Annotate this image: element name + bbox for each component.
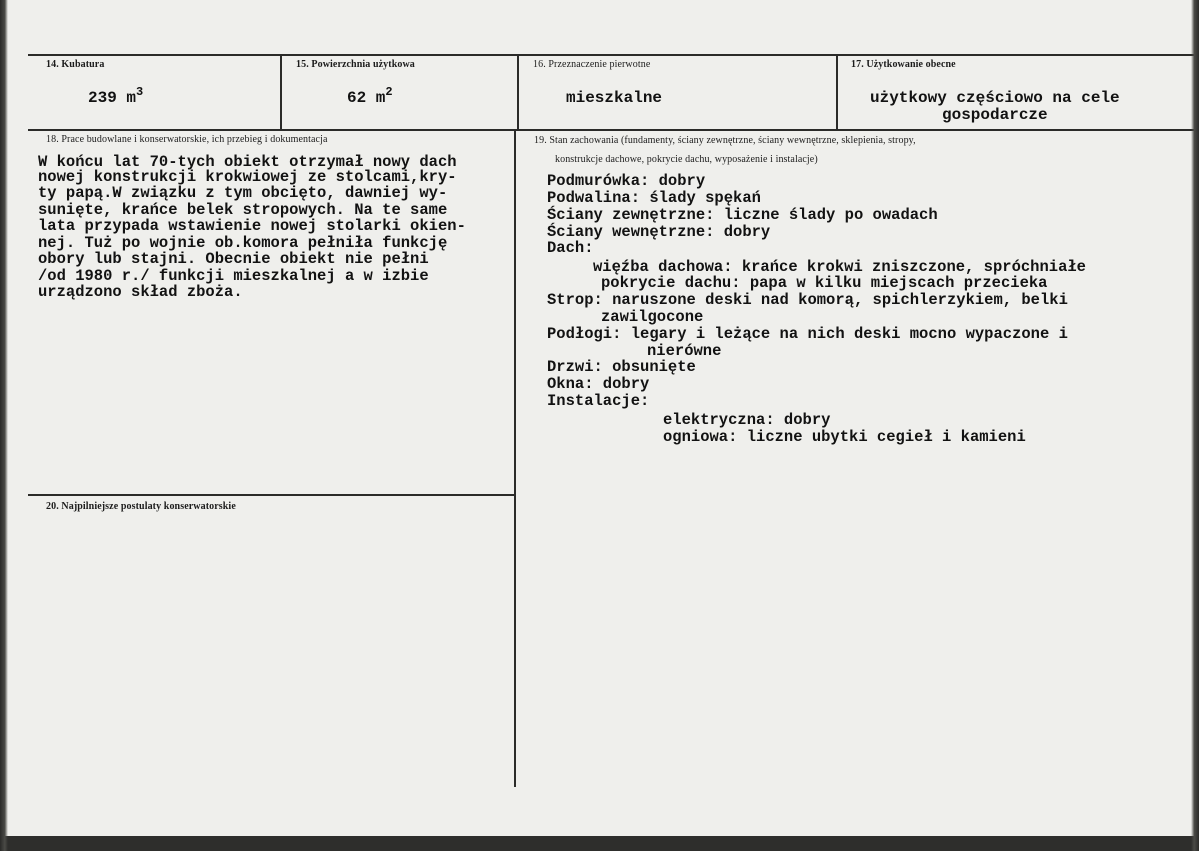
divider-18-20 bbox=[28, 494, 516, 496]
stan-line-10: Podłogi: legary i leżące na nich deski mocno wypaczone i bbox=[547, 325, 1068, 343]
prace-line-6: nej. Tuż po wojnie ob.komora pełniła funkcję bbox=[38, 234, 448, 252]
prace-line-2: nowej konstrukcji krokwiowej ze stolcami,kry- bbox=[38, 168, 457, 186]
stan-zachowania-label-1: 19. Stan zachowania (fundamenty, ściany zewnętrzne, ściany wewnętrzne, sklepienia, stropy, bbox=[534, 135, 916, 146]
powierzchnia-number: 62 m bbox=[347, 89, 386, 107]
przeznaczenie-label: 16. Przeznaczenie pierwotne bbox=[533, 59, 651, 70]
powierzchnia-exponent: 2 bbox=[385, 85, 393, 99]
postulaty-label: 20. Najpilniejsze postulaty konserwatorskie bbox=[46, 501, 236, 512]
powierzchnia-label: 15. Powierzchnia użytkowa bbox=[296, 59, 415, 70]
stan-line-16: ogniowa: liczne ubytki cegieł i kamieni bbox=[663, 428, 1026, 446]
prace-budowlane-label: 18. Prace budowlane i konserwatorskie, ich przebieg i dokumentacja bbox=[46, 134, 328, 145]
stan-line-12: Drzwi: obsunięte bbox=[547, 358, 696, 376]
stan-line-13: Okna: dobry bbox=[547, 375, 650, 393]
stan-line-1: Podmurówka: dobry bbox=[547, 172, 706, 190]
scan-bottom-edge bbox=[0, 836, 1199, 851]
stan-line-4: Ściany wewnętrzne: dobry bbox=[547, 223, 771, 241]
kubatura-exponent: 3 bbox=[136, 85, 144, 99]
stan-line-7: pokrycie dachu: papa w kilku miejscach przecieka bbox=[601, 274, 1048, 292]
stan-zachowania-label-2: konstrukcje dachowe, pokrycie dachu, wyposażenie i instalacje) bbox=[555, 154, 818, 165]
prace-line-9: urządzono skład zboża. bbox=[38, 283, 243, 301]
przeznaczenie-value: mieszkalne bbox=[566, 89, 663, 107]
header-row-divider bbox=[28, 129, 1199, 131]
stan-line-15: elektryczna: dobry bbox=[663, 411, 831, 429]
main-column-divider bbox=[514, 129, 516, 787]
stan-line-9: zawilgocone bbox=[601, 308, 704, 326]
divider-16-17 bbox=[836, 54, 838, 130]
prace-line-5: lata przypada wstawienie nowej stolarki okien- bbox=[38, 217, 466, 235]
scan-left-edge bbox=[0, 0, 8, 851]
stan-line-5: Dach: bbox=[547, 239, 594, 257]
stan-line-8: Strop: naruszone deski nad komorą, spichlerzykiem, belki bbox=[547, 291, 1068, 309]
divider-14-15 bbox=[280, 54, 282, 130]
powierzchnia-value bbox=[347, 85, 393, 107]
kubatura-label: 14. Kubatura bbox=[46, 59, 105, 70]
uzytkowanie-value-line1: użytkowy częściowo na cele bbox=[870, 89, 1120, 107]
prace-line-3: ty papą.W związku z tym obcięto, dawniej wy- bbox=[38, 184, 448, 202]
uzytkowanie-label: 17. Użytkowanie obecne bbox=[851, 59, 956, 70]
stan-line-6: więźba dachowa: krańce krokwi zniszczone, spróchniałe bbox=[593, 258, 1086, 276]
scan-right-edge bbox=[1191, 0, 1199, 851]
prace-line-7: obory lub stajni. Obecnie obiekt nie pełni bbox=[38, 250, 429, 268]
prace-line-8: /od 1980 r./ funkcji mieszkalnej a w izbie bbox=[38, 267, 429, 285]
stan-line-3: Ściany zewnętrzne: liczne ślady po owadach bbox=[547, 206, 938, 224]
top-border bbox=[28, 54, 1199, 56]
kubatura-value bbox=[88, 85, 144, 107]
kubatura-number: 239 m bbox=[88, 89, 137, 107]
prace-line-4: sunięte, krańce belek stropowych. Na te same bbox=[38, 201, 448, 219]
stan-line-2: Podwalina: ślady spękań bbox=[547, 189, 761, 207]
stan-line-14: Instalacje: bbox=[547, 392, 650, 410]
stan-line-11: nierówne bbox=[647, 342, 722, 360]
prace-line-1: W końcu lat 70-tych obiekt otrzymał nowy dach bbox=[38, 153, 457, 171]
uzytkowanie-value-line2: gospodarcze bbox=[942, 106, 1048, 124]
divider-15-16 bbox=[517, 54, 519, 130]
